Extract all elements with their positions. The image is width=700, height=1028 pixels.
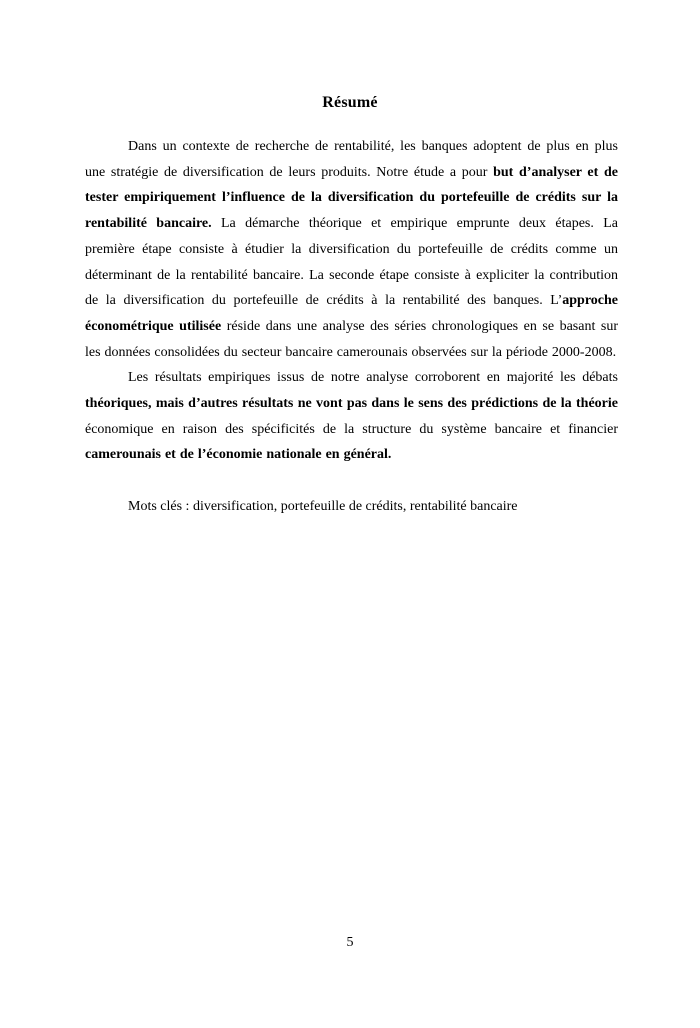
bold-text-segment: but d’analyser et de tester empiriquement l’influence de la diversification du portefeuille de crédits sur la rentabilité bancaire. bbox=[85, 164, 618, 232]
abstract-paragraph-2 bbox=[85, 365, 618, 468]
bold-text-segment: camerounais et de l’économie nationale en général. bbox=[85, 447, 392, 463]
text-segment: économique en raison des spécificités de la structure du système bancaire et financier bbox=[85, 421, 618, 437]
text-segment: Dans un contexte de recherche de rentabilité, les banques adoptent de plus en plus une stratégie de diversification de leurs produits. Notre étude a pour bbox=[85, 139, 618, 180]
abstract-title: Résumé bbox=[322, 94, 378, 111]
bold-text-segment: approche économétrique utilisée bbox=[85, 293, 618, 334]
bold-text-segment: théoriques, mais d’autres résultats ne vont pas dans le sens des prédictions de la théorie bbox=[85, 396, 618, 412]
text-segment: Les résultats empiriques issus de notre analyse corroborent en majorité les débats bbox=[128, 370, 618, 386]
keywords-line: Mots clés : diversification, portefeuille de crédits, rentabilité bancaire bbox=[128, 498, 518, 514]
text-segment: réside dans une analyse des séries chronologiques en se basant sur les données consolidées du secteur bancaire camerounais observées sur la période 2000-2008. bbox=[85, 318, 619, 360]
abstract-body bbox=[85, 134, 618, 520]
text-segment: La démarche théorique et empirique emprunte deux étapes. La première étape consiste à étudier la diversification du portefeuille de crédits comme un déterminant de la rentabilité bancaire. La seconde étape consiste à expliciter la contribution de la diversification du portefeuille de crédits à la rentabilité des banques. L’ bbox=[85, 216, 618, 309]
abstract-paragraph-1 bbox=[85, 134, 618, 365]
page-number: 5 bbox=[346, 935, 354, 950]
